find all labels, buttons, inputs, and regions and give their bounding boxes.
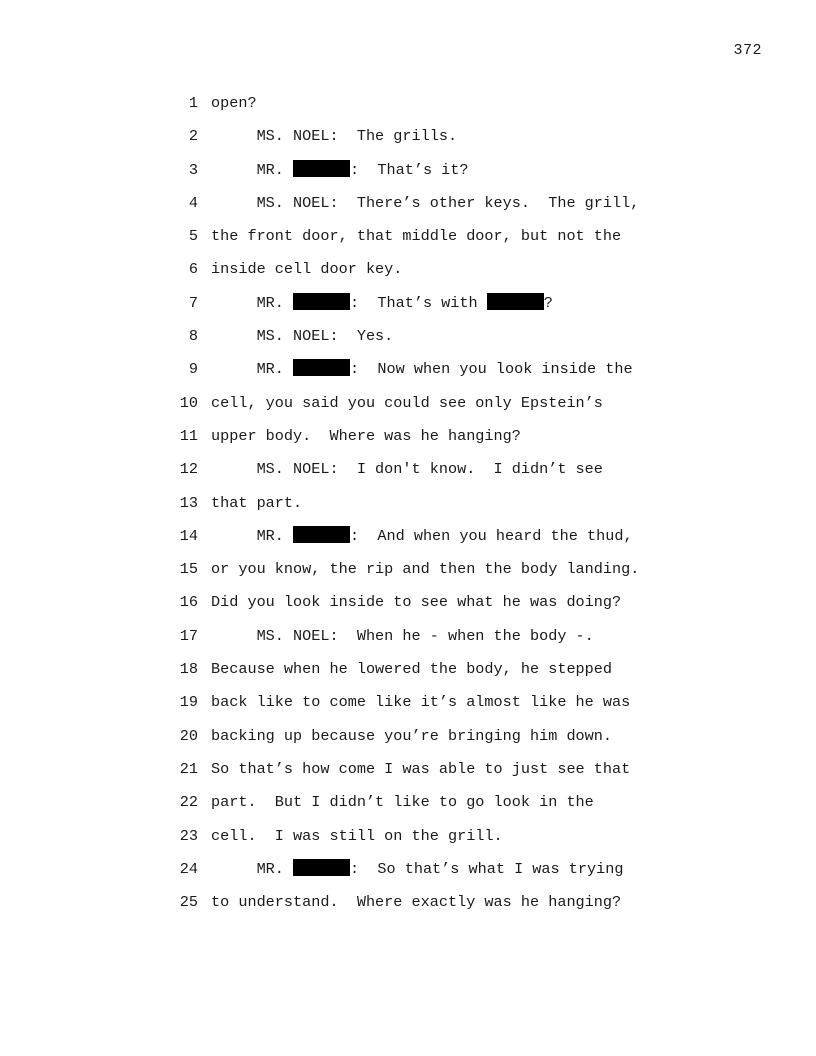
text-segment: MS. NOEL: There’s other keys. The grill, <box>211 193 640 212</box>
line-number: 25 <box>179 893 198 912</box>
text-segment: the front door, that middle door, but not the <box>211 227 622 246</box>
transcript-line <box>170 226 730 259</box>
text-segment: open? <box>211 94 257 112</box>
transcript-line <box>170 626 730 659</box>
text-segment: cell, you said you could see only Epstein’s <box>211 393 603 412</box>
line-number: 2 <box>188 127 198 146</box>
line-text <box>211 859 623 879</box>
text-segment: : That’s it? <box>350 160 469 179</box>
line-text <box>211 526 633 546</box>
transcript-line <box>170 326 730 359</box>
text-segment: backing up because you’re bringing him down. <box>211 726 613 745</box>
line-text <box>211 626 594 646</box>
transcript-line <box>170 526 730 559</box>
line-text <box>211 826 503 846</box>
line-text <box>211 493 302 513</box>
transcript-body <box>170 93 730 925</box>
text-segment: ? <box>543 293 553 312</box>
line-text <box>211 93 257 113</box>
transcript-line <box>170 160 730 193</box>
transcript-line <box>170 726 730 759</box>
line-number: 24 <box>179 859 198 878</box>
redaction-block <box>293 859 350 876</box>
text-segment: cell. I was still on the grill. <box>211 826 503 845</box>
line-number: 11 <box>179 426 198 445</box>
line-text <box>211 226 621 246</box>
line-text <box>211 759 630 779</box>
text-segment: MR. <box>211 526 294 545</box>
line-number: 15 <box>179 560 198 579</box>
line-number: 12 <box>179 460 198 479</box>
transcript-line <box>170 859 730 892</box>
line-number: 4 <box>188 193 198 212</box>
text-segment: that part. <box>211 493 303 512</box>
line-number: 23 <box>179 826 198 845</box>
text-segment: upper body. Where was he hanging? <box>211 426 521 445</box>
transcript-line <box>170 826 730 859</box>
line-number: 6 <box>188 260 198 279</box>
redaction-block <box>487 293 544 310</box>
text-segment: MS. NOEL: The grills. <box>211 127 458 146</box>
line-text <box>211 293 553 313</box>
text-segment: inside cell door key. <box>211 260 403 279</box>
text-segment: : So that’s what I was trying <box>350 859 624 878</box>
text-segment: : That’s with <box>350 293 487 312</box>
text-segment: So that’s how come I was able to just see that <box>211 759 631 778</box>
line-number: 8 <box>188 327 198 346</box>
text-segment: MR. <box>211 293 294 312</box>
transcript-line <box>170 759 730 792</box>
line-text <box>211 326 393 346</box>
text-segment: to understand. Where exactly was he hanging? <box>211 893 622 912</box>
line-text <box>211 160 469 180</box>
line-text <box>211 692 630 712</box>
line-text <box>211 892 621 912</box>
line-number: 5 <box>188 227 198 246</box>
text-segment: : And when you heard the thud, <box>350 526 633 545</box>
line-text <box>211 426 521 446</box>
transcript-line <box>170 493 730 526</box>
transcript-line <box>170 892 730 925</box>
line-number: 20 <box>179 726 198 745</box>
line-number: 9 <box>188 360 198 379</box>
line-number: 16 <box>179 593 198 612</box>
text-segment: back like to come like it’s almost like he was <box>211 693 631 712</box>
transcript-line <box>170 293 730 326</box>
transcript-line <box>170 559 730 592</box>
redaction-block <box>293 359 350 376</box>
line-number: 14 <box>179 526 198 545</box>
line-number: 19 <box>179 693 198 712</box>
line-number: 7 <box>188 293 198 312</box>
transcript-line <box>170 359 730 392</box>
line-text <box>211 393 603 413</box>
line-text <box>211 459 603 479</box>
line-text <box>211 559 639 579</box>
text-segment: : Now when you look inside the <box>350 360 633 379</box>
line-text <box>211 659 612 679</box>
redaction-block <box>293 526 350 543</box>
transcript-line <box>170 459 730 492</box>
transcript-line <box>170 692 730 725</box>
line-text <box>211 259 402 279</box>
line-text <box>211 359 633 379</box>
transcript-line <box>170 592 730 625</box>
line-number: 21 <box>179 759 198 778</box>
transcript-line <box>170 426 730 459</box>
line-number: 1 <box>188 94 198 112</box>
line-number: 17 <box>179 626 198 645</box>
text-segment: MS. NOEL: I don't know. I didn’t see <box>211 460 603 479</box>
transcript-line <box>170 792 730 825</box>
transcript-line <box>170 259 730 292</box>
text-segment: MR. <box>211 360 294 379</box>
transcript-line <box>170 126 730 159</box>
transcript-line <box>170 659 730 692</box>
line-text <box>211 592 621 612</box>
text-segment: MS. NOEL: Yes. <box>211 327 394 346</box>
line-number: 10 <box>179 393 198 412</box>
text-segment: Did you look inside to see what he was doing? <box>211 593 622 612</box>
line-text <box>211 126 457 146</box>
text-segment: Because when he lowered the body, he stepped <box>211 660 613 679</box>
page-number: 372 <box>733 42 762 59</box>
text-segment: or you know, the rip and then the body landing. <box>211 560 640 579</box>
line-number: 18 <box>179 660 198 679</box>
text-segment: MR. <box>211 160 294 179</box>
line-text <box>211 193 639 213</box>
redaction-block <box>293 293 350 310</box>
line-number: 13 <box>179 493 198 512</box>
text-segment: MR. <box>211 859 294 878</box>
transcript-line <box>170 393 730 426</box>
text-segment: part. But I didn’t like to go look in the <box>211 793 594 812</box>
line-number: 3 <box>188 160 198 179</box>
transcript-line <box>170 93 730 126</box>
text-segment: MS. NOEL: When he - when the body -. <box>211 626 594 645</box>
transcript-line <box>170 193 730 226</box>
redaction-block <box>293 160 350 177</box>
line-number: 22 <box>179 793 198 812</box>
line-text <box>211 792 594 812</box>
line-text <box>211 726 612 746</box>
